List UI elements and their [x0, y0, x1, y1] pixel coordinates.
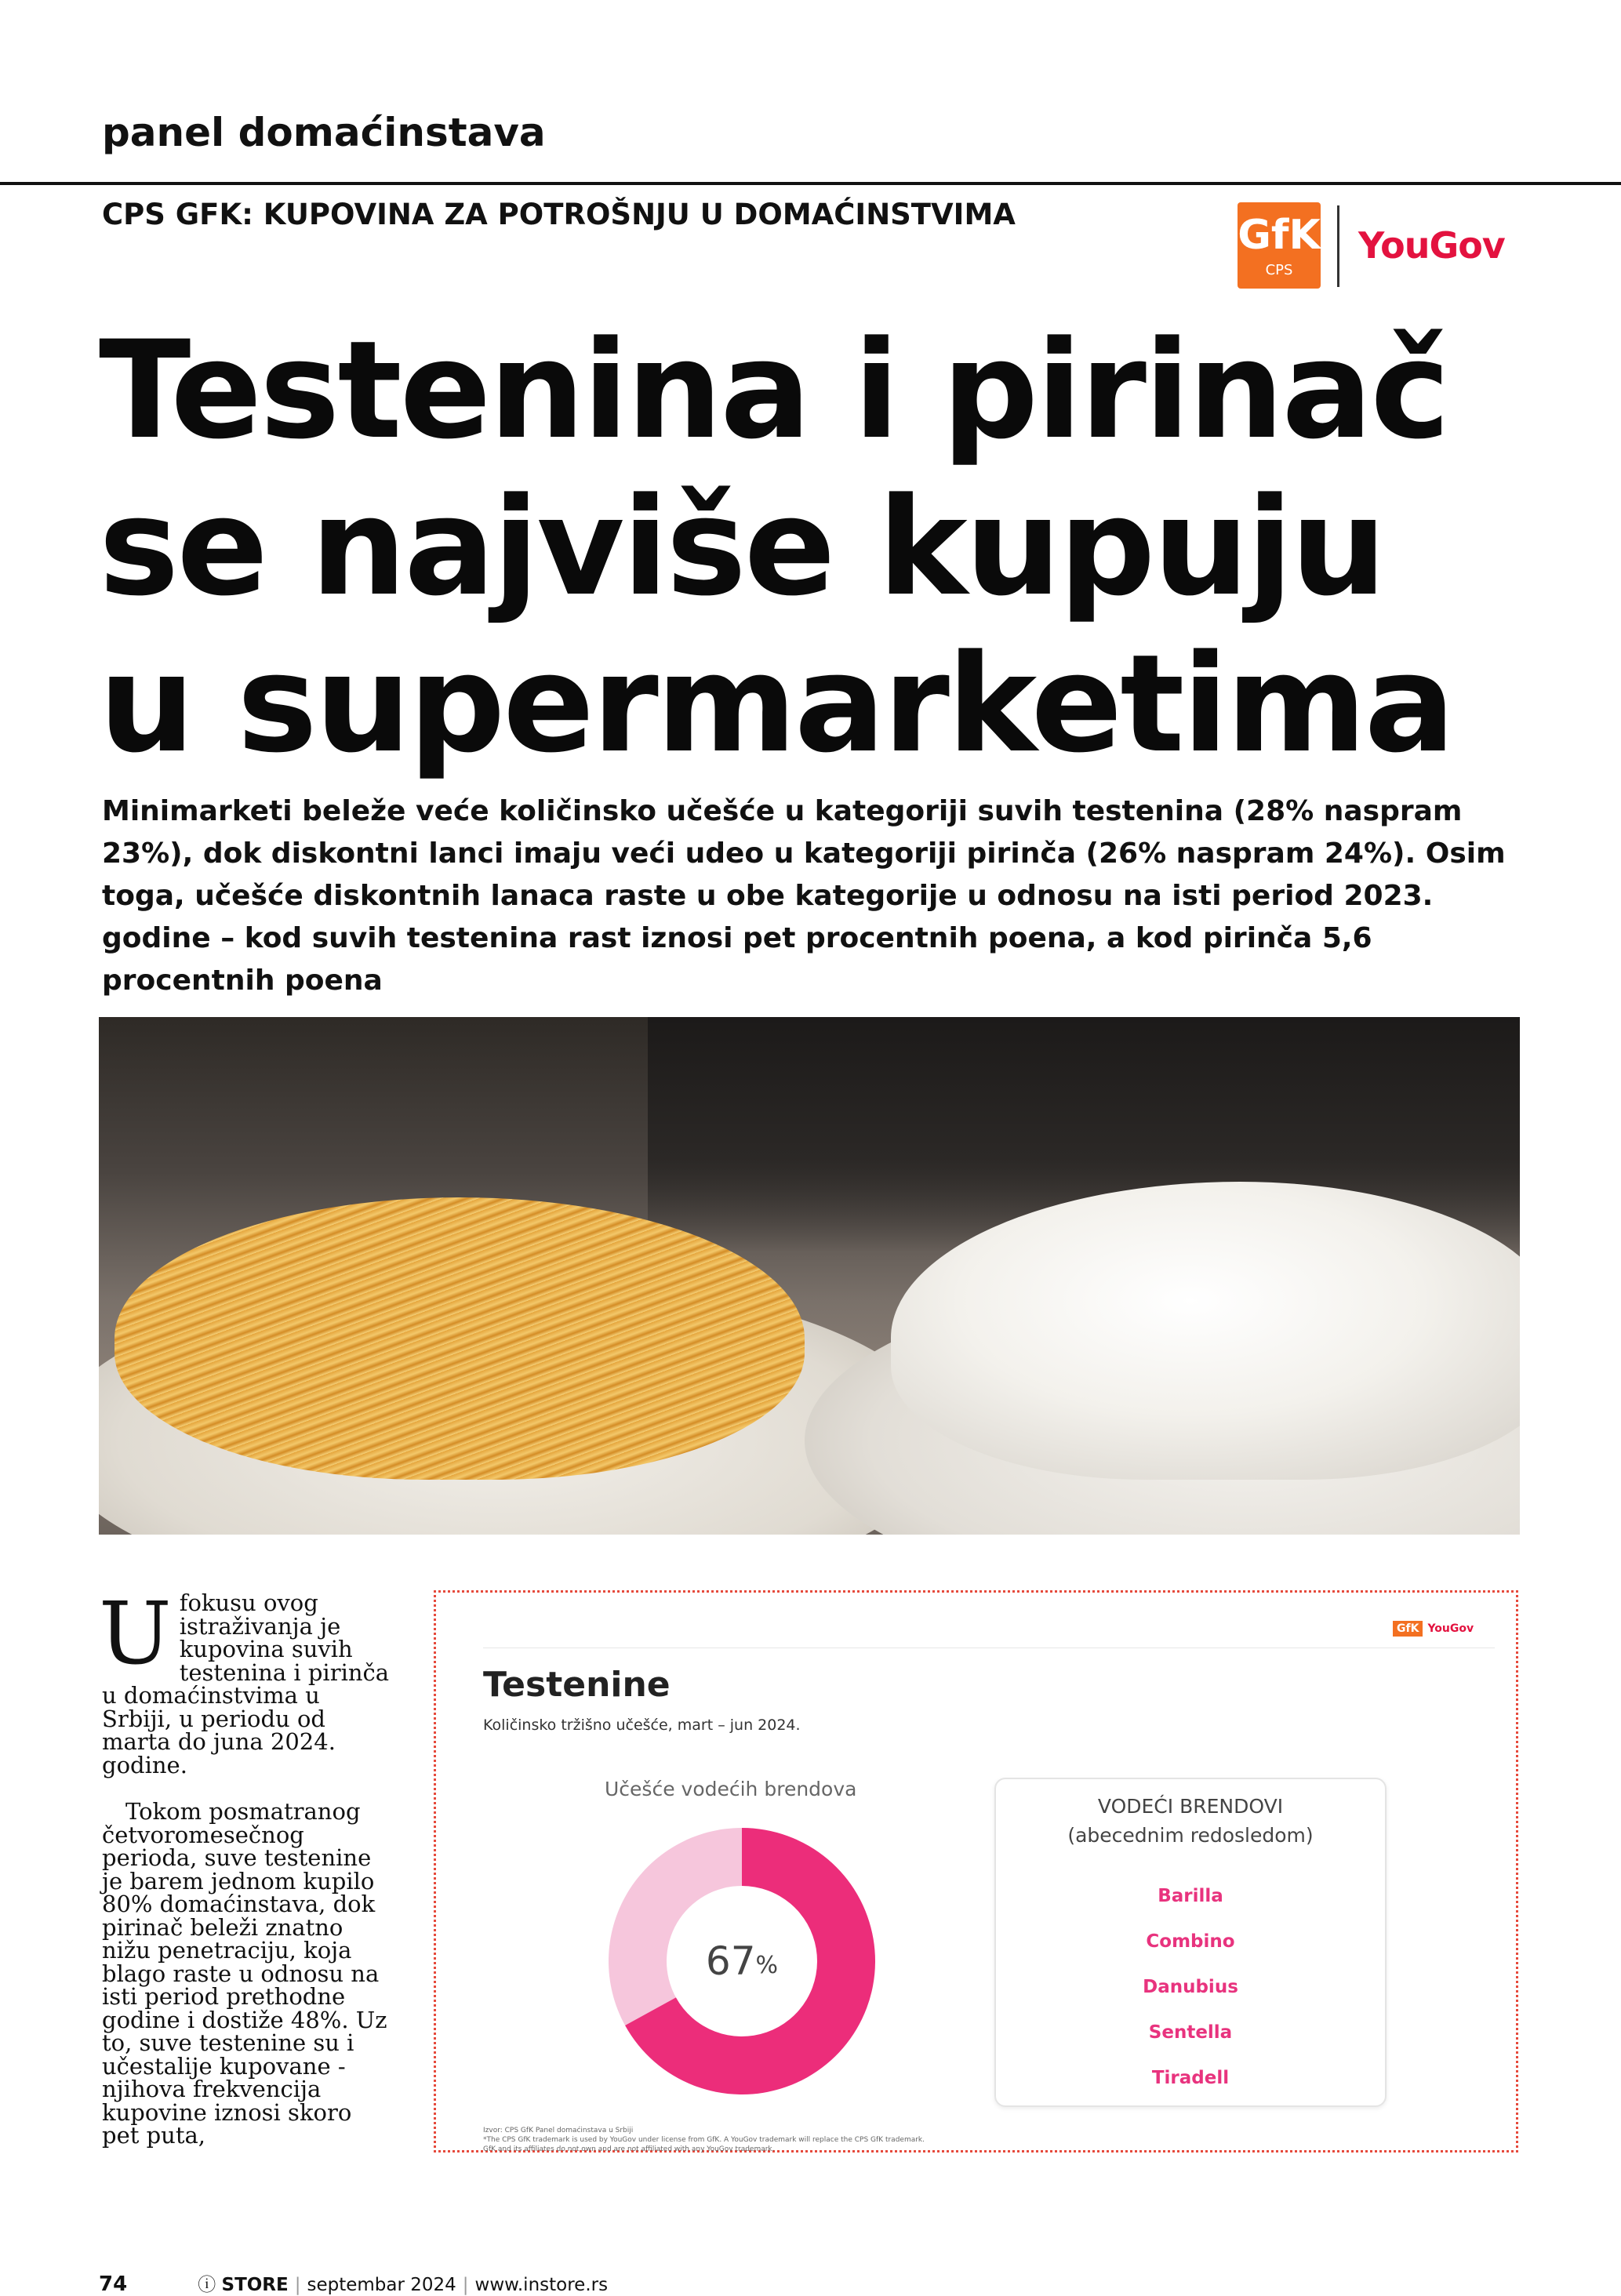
body-paragraph-1	[99, 1583, 392, 1778]
donut-unit: %	[755, 1951, 779, 1979]
footer-divider: |	[462, 2275, 469, 2295]
footer-divider: |	[294, 2275, 301, 2295]
donut-title: Učešće vodećih brendova	[605, 1778, 857, 1800]
headline-line-2: se najviše kupuju	[99, 468, 1385, 626]
photo-pasta	[114, 1197, 805, 1480]
footer-url[interactable]: www.instore.rs	[474, 2275, 609, 2295]
brand-item: Sentella	[1148, 2022, 1233, 2043]
chart-yougov-logo: YouGov	[1427, 1622, 1474, 1635]
headline-line-3: u supermarketima	[99, 625, 1453, 783]
brand-item: Barilla	[1158, 1886, 1223, 1906]
page-footer	[99, 2270, 608, 2296]
kicker: CPS GFK: KUPOVINA ZA POTROŠNJU U DOMAĆINSTVIMA	[102, 198, 1016, 231]
chart-source	[483, 2126, 1189, 2154]
chart-source-line: Izvor: CPS GfK Panel domaćinstava u Srbiji	[483, 2127, 634, 2134]
brand-item: Tiradell	[1151, 2068, 1230, 2088]
store-icon: ⓘ	[198, 2275, 222, 2295]
body-paragraph-1-text: fokusu ovog istraživanja je kupovina suvih testenina i pirinča u domaćinstvima u Srbiji, u periodu od marta do juna 2024. godine.	[102, 1589, 390, 1778]
brands-subheading: (abecednim redosledom)	[1067, 1824, 1314, 1847]
brand-item: Danubius	[1143, 1977, 1238, 1997]
chart-logos	[1393, 1621, 1474, 1637]
gfk-logo	[1238, 202, 1321, 289]
brands-heading: VODEĆI BRENDOVI	[1097, 1795, 1284, 1818]
body-paragraph-2: Tokom posmatranog četvoromesečnog perioda, suve testenine je barem jednom kupilo 80% domaćinstava, dok pirinač beleži znatno nižu penetraciju, koja blago raste u odnosu na isti period prethodne godine i dostiže 48%. Uz to, suve testenine su i učestalije kupovane - njihova frekvencija kupovine iznosi skoro pet puta,	[102, 1798, 387, 2149]
headline-line-1: Testenina i pirinač	[99, 311, 1448, 469]
chart-source-line: *The CPS GfK trademark is used by YouGov under license from GfK. A YouGov trademark will replace the CPS GfK trademark.	[483, 2136, 925, 2144]
donut-value-label	[609, 1828, 875, 2094]
chart-source-line: GfK and its affiliates do not own and are not affiliated with any YouGov trademark.	[483, 2145, 775, 2153]
logo-separator	[1337, 205, 1339, 287]
page-number: 74	[99, 2272, 128, 2296]
top-rule	[0, 182, 1621, 185]
chart-gfk-logo: GfK	[1393, 1621, 1423, 1637]
chart-subtitle: Količinsko tržišno učešće, mart – jun 2024.	[483, 1717, 801, 1734]
footer-date: septembar 2024	[307, 2275, 456, 2295]
gfk-logo-text: GfK	[1238, 212, 1321, 259]
chart-box	[434, 1590, 1518, 2152]
brands-panel	[994, 1778, 1387, 2107]
brand-item: Combino	[1146, 1931, 1235, 1952]
body-column	[99, 1583, 392, 2171]
chart-title: Testenine	[483, 1665, 671, 1705]
gfk-logo-sub: CPS	[1265, 262, 1293, 278]
pasta-rice-photo	[99, 1017, 1520, 1535]
donut-value: 67	[705, 1938, 756, 1984]
yougov-logo: YouGov	[1358, 224, 1505, 267]
section-label: panel domaćinstava	[102, 110, 546, 155]
footer-brand: STORE	[221, 2275, 289, 2295]
headline	[99, 312, 1589, 783]
lede: Minimarketi beleže veće količinsko učešće u kategoriji suvih testenina (28% naspram 23%), dok diskontni lanci imaju veći udeo u kategoriji pirinča (26% naspram 24%). Osim toga, učešće diskontnih lanaca raste u obe kategorije u odnosu na isti period 2023. godine – kod suvih testenina rast iznosi pet procentnih poena, a kod pirinča 5,6 procentnih poena	[102, 795, 1506, 997]
drop-cap: U	[99, 1583, 172, 1684]
brands-list	[996, 1873, 1385, 2101]
